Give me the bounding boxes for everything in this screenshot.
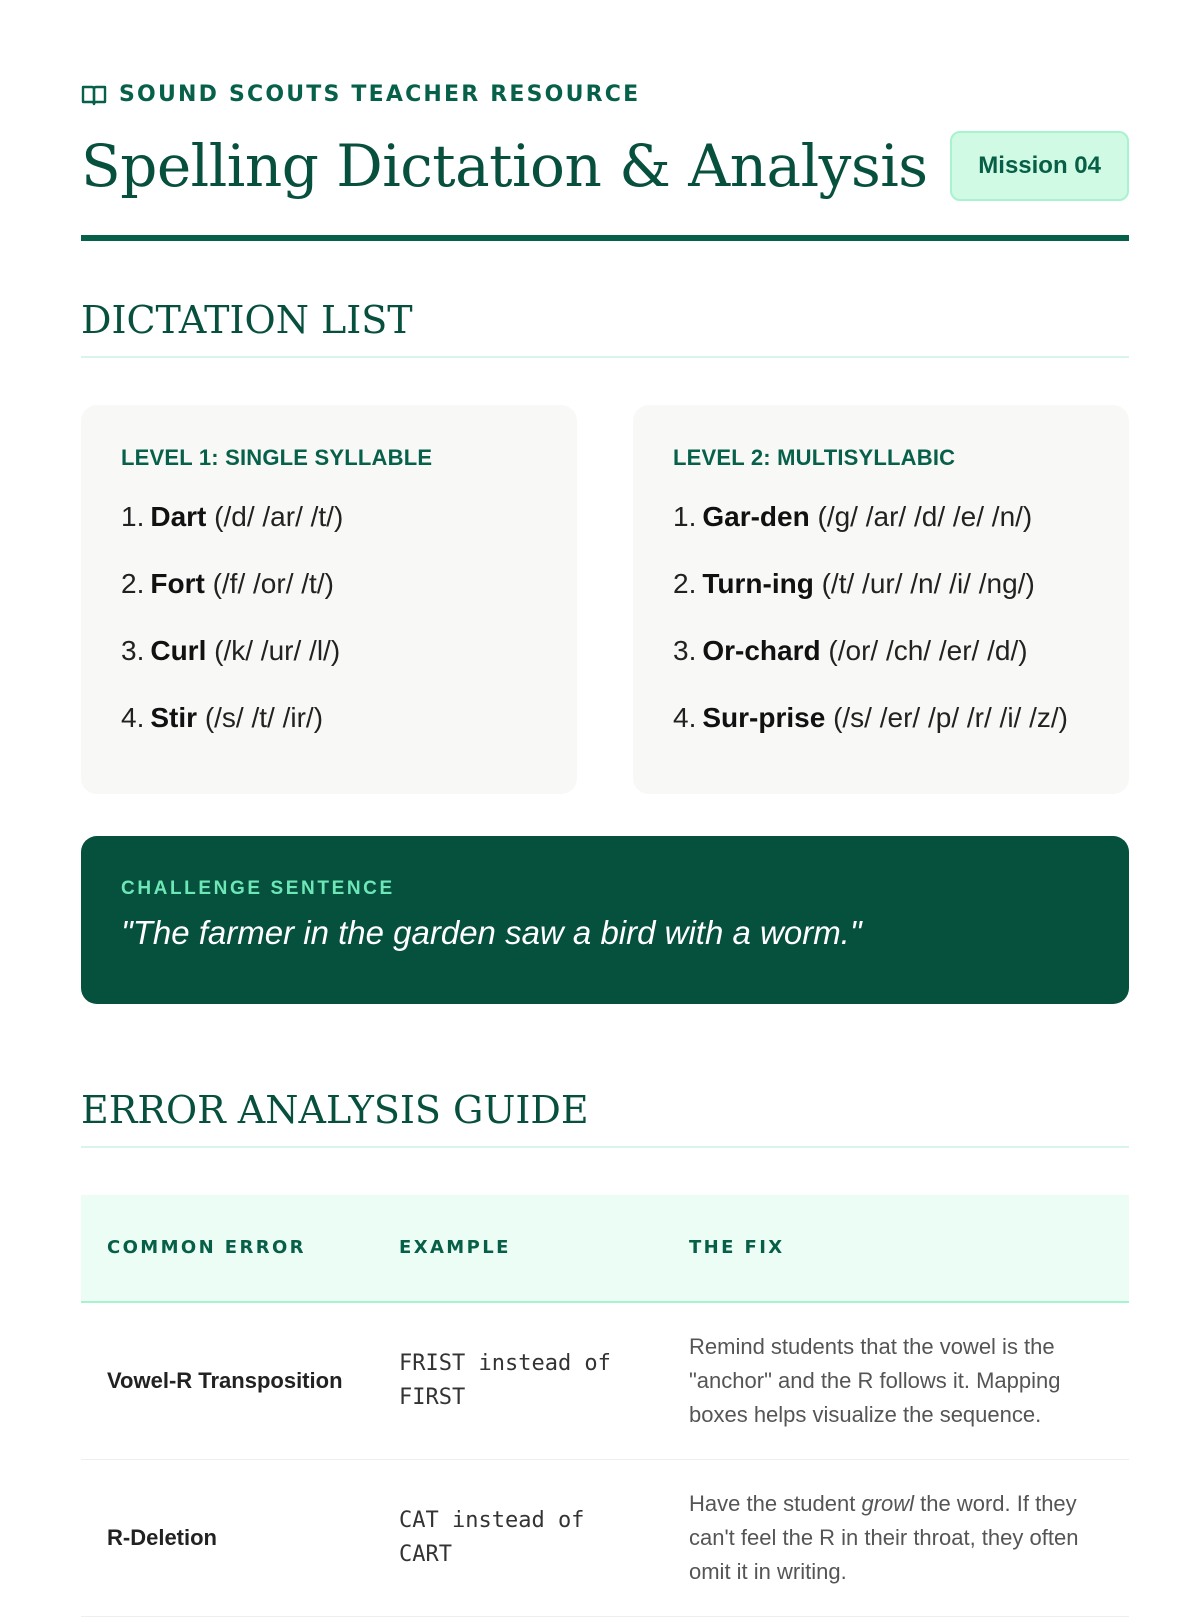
list-item bbox=[121, 631, 537, 671]
fix-text bbox=[689, 1330, 1103, 1432]
list-item bbox=[121, 497, 537, 537]
item-word: Stir bbox=[150, 702, 198, 733]
item-number: 4. bbox=[673, 702, 697, 733]
challenge-sentence-box bbox=[81, 836, 1129, 1004]
fix-text-part: the word. If they can't feel the R in their throat, they often omit it in writing. bbox=[689, 1490, 1079, 1584]
item-word: Dart bbox=[150, 501, 207, 532]
level-title: LEVEL 1: SINGLE SYLLABLE bbox=[121, 445, 433, 470]
table-header-row bbox=[81, 1195, 1129, 1302]
challenge-sentence: "The farmer in the garden saw a bird with a worm." bbox=[121, 914, 862, 951]
header-divider bbox=[81, 235, 1129, 241]
item-number: 2. bbox=[121, 568, 145, 599]
error-name: R-Deletion bbox=[107, 1524, 217, 1550]
word-list bbox=[121, 497, 537, 738]
table-row bbox=[81, 1459, 1129, 1616]
item-phonemes: (/or/ /ch/ /er/ /d/) bbox=[828, 635, 1028, 666]
item-phonemes: (/s/ /t/ /ir/) bbox=[204, 702, 324, 733]
item-phonemes: (/s/ /er/ /p/ /r/ /i/ /z/) bbox=[833, 702, 1068, 733]
fix-text-part: Remind students that the vowel is the "anchor" and the R follows it. Mapping boxes helps visualize the sequence. bbox=[689, 1333, 1061, 1427]
item-word: Curl bbox=[150, 635, 207, 666]
error-name: Vowel-R Transposition bbox=[107, 1367, 343, 1393]
challenge-label: CHALLENGE SENTENCE bbox=[121, 878, 395, 899]
word-list bbox=[673, 497, 1089, 738]
resource-eyebrow bbox=[81, 82, 640, 107]
fix-cell bbox=[663, 1302, 1129, 1459]
error-analysis-table bbox=[81, 1195, 1129, 1617]
item-number: 1. bbox=[121, 501, 145, 532]
mission-badge: Mission 04 bbox=[950, 131, 1129, 201]
level-2-card bbox=[633, 405, 1129, 794]
item-word: Turn-ing bbox=[702, 568, 814, 599]
item-number: 2. bbox=[673, 568, 697, 599]
column-header-fix: THE FIX bbox=[663, 1195, 1129, 1302]
page-title: Spelling Dictation & Analysis bbox=[81, 132, 928, 200]
level-title: LEVEL 2: MULTISYLLABIC bbox=[673, 445, 956, 470]
list-item bbox=[673, 497, 1089, 537]
column-header-common-error: COMMON ERROR bbox=[81, 1195, 373, 1302]
item-phonemes: (/k/ /ur/ /l/) bbox=[214, 635, 341, 666]
error-analysis-heading: ERROR ANALYSIS GUIDE bbox=[81, 1088, 1129, 1148]
example-cell bbox=[373, 1302, 663, 1459]
item-number: 3. bbox=[121, 635, 145, 666]
item-phonemes: (/f/ /or/ /t/) bbox=[212, 568, 334, 599]
error-cell bbox=[81, 1302, 373, 1459]
level-1-card bbox=[81, 405, 577, 794]
table-row bbox=[81, 1302, 1129, 1459]
item-number: 3. bbox=[673, 635, 697, 666]
example-text: CAT instead of CART bbox=[399, 1507, 585, 1567]
list-item bbox=[673, 631, 1089, 671]
example-text: FRIST instead of FIRST bbox=[399, 1350, 611, 1410]
example-cell bbox=[373, 1459, 663, 1616]
item-phonemes: (/d/ /ar/ /t/) bbox=[214, 501, 344, 532]
fix-cell bbox=[663, 1459, 1129, 1616]
list-item bbox=[673, 698, 1089, 738]
item-phonemes: (/t/ /ur/ /n/ /i/ /ng/) bbox=[821, 568, 1035, 599]
error-cell bbox=[81, 1459, 373, 1616]
list-item bbox=[673, 564, 1089, 604]
open-book-icon bbox=[81, 84, 107, 106]
item-phonemes: (/g/ /ar/ /d/ /e/ /n/) bbox=[817, 501, 1033, 532]
title-row bbox=[81, 126, 1129, 206]
column-header-example: EXAMPLE bbox=[373, 1195, 663, 1302]
item-word: Or-chard bbox=[702, 635, 821, 666]
item-number: 1. bbox=[673, 501, 697, 532]
item-number: 4. bbox=[121, 702, 145, 733]
list-item bbox=[121, 698, 537, 738]
item-word: Sur-prise bbox=[702, 702, 826, 733]
fix-text-part: Have the student bbox=[689, 1490, 862, 1516]
list-item bbox=[121, 564, 537, 604]
item-word: Gar-den bbox=[702, 501, 810, 532]
dictation-list-heading: DICTATION LIST bbox=[81, 298, 1129, 358]
item-word: Fort bbox=[150, 568, 205, 599]
fix-text bbox=[689, 1487, 1103, 1589]
fix-emphasis: growl bbox=[861, 1490, 915, 1516]
eyebrow-text: SOUND SCOUTS TEACHER RESOURCE bbox=[119, 82, 641, 107]
